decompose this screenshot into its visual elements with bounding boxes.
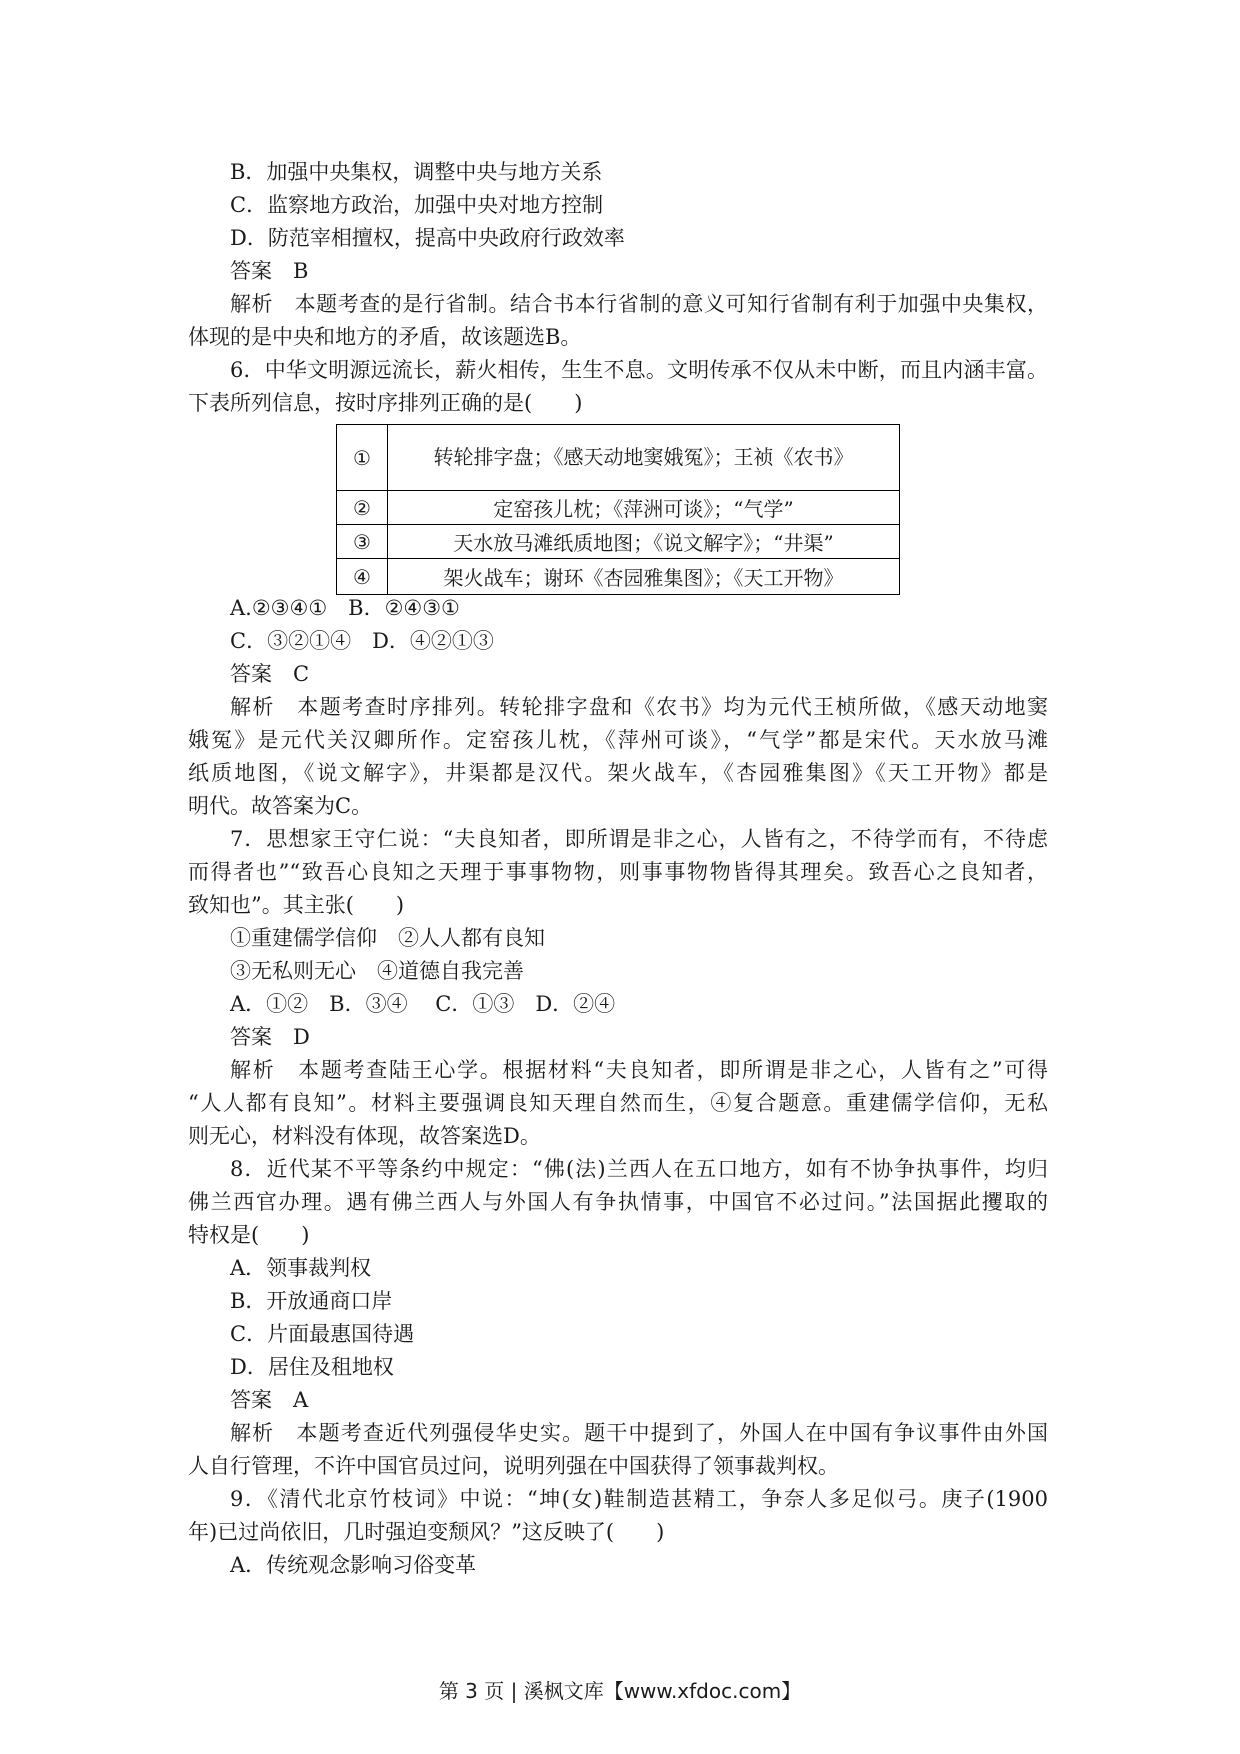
- q6-stem-line: 6．中华文明源远流长，薪火相传，生生不息。文明传承不仅从未中断，而且内涵丰富。: [230, 358, 1048, 382]
- q5-analysis-line: 体现的是中央和地方的矛盾，故该题选B。: [188, 325, 582, 349]
- q7-stem-line: 7．思想家王守仁说：“夫良知者，即所谓是非之心，人皆有之，不待学而有，不待虑: [230, 827, 1048, 851]
- table-cell-content: 天水放马滩纸质地图；《说文解字》；“井渠”: [388, 525, 900, 559]
- q6-info-table: [336, 424, 900, 595]
- q8-stem-line: 8．近代某不平等条约中规定：“佛(法)兰西人在五口地方，如有不协争执事件，均归: [230, 1157, 1048, 1181]
- table-row: [337, 491, 900, 525]
- table-cell-number: ④: [337, 559, 388, 595]
- table-cell-content: 转轮排字盘；《感天动地窦娥冤》；王祯《农书》: [388, 425, 900, 491]
- q8-analysis-line: 解析 本题考查近代列强侵华史实。题干中提到了，外国人在中国有争议事件由外国: [230, 1421, 1048, 1445]
- q8-option-b: B．开放通商口岸: [230, 1289, 393, 1313]
- q7-analysis-line: 则无心，材料没有体现，故答案选D。: [188, 1124, 541, 1148]
- q6-analysis-line: 纸质地图，《说文解字》，井渠都是汉代。架火战车，《杏园雅集图》《天工开物》都是: [188, 761, 1048, 785]
- q9-stem-line: 年)已过尚依旧，几时强迫变颓风？”这反映了( ): [188, 1520, 665, 1544]
- q9-stem-line: 9．《清代北京竹枝词》中说：“坤(女)鞋制造甚精工，争奈人多足似弓。庚子(1900: [230, 1487, 1048, 1511]
- table-row: [337, 559, 900, 595]
- q6-analysis-line: 明代。故答案为C。: [188, 794, 373, 818]
- q7-items-line: ①重建儒学信仰 ②人人都有良知: [230, 926, 545, 950]
- q7-stem-line: 而得者也”“致吾心良知之天理于事事物物，则事事物物皆得其理矣。致吾心之良知者，: [188, 860, 1048, 884]
- q6-stem-line: 下表所列信息，按时序排列正确的是( ): [188, 391, 583, 415]
- table-row: [337, 425, 900, 491]
- q5-option-c: C．监察地方政治，加强中央对地方控制: [230, 193, 604, 217]
- q8-analysis-line: 人自行管理，不许中国官员过问，说明列强在中国获得了领事裁判权。: [188, 1454, 839, 1478]
- q8-answer: 答案 A: [230, 1388, 309, 1412]
- q5-option-b: B．加强中央集权，调整中央与地方关系: [230, 160, 603, 184]
- q8-option-c: C．片面最惠国待遇: [230, 1322, 415, 1346]
- q7-analysis-line: “人人都有良知”。材料主要强调良知天理自然而生，④复合题意。重建儒学信仰，无私: [188, 1091, 1048, 1115]
- q7-analysis-line: 解析 本题考查陆王心学。根据材料“夫良知者，即所谓是非之心，人皆有之”可得: [230, 1058, 1048, 1082]
- q6-analysis-line: 解析 本题考查时序排列。转轮排字盘和《农书》均为元代王桢所做，《感天动地窦: [230, 695, 1048, 719]
- q6-options-line: C．③②①④ D．④②①③: [230, 629, 494, 653]
- table-row: [337, 525, 900, 559]
- q7-stem-line: 致知也”。其主张( ): [188, 893, 405, 917]
- table-cell-content: 架火战车；谢环《杏园雅集图》；《天工开物》: [388, 559, 900, 595]
- table-cell-number: ③: [337, 525, 388, 559]
- q7-answer: 答案 D: [230, 1025, 310, 1049]
- table-cell-number: ②: [337, 491, 388, 525]
- q6-analysis-line: 娥冤》是元代关汉卿所作。定窑孩儿枕，《萍州可谈》，“气学”都是宋代。天水放马滩: [188, 728, 1048, 752]
- q8-option-a: A．领事裁判权: [230, 1256, 372, 1280]
- q6-answer: 答案 C: [230, 662, 310, 686]
- q5-analysis-line: 解析 本题考查的是行省制。结合书本行省制的意义可知行省制有利于加强中央集权，: [230, 292, 1048, 316]
- q8-option-d: D．居住及租地权: [230, 1355, 394, 1379]
- table-cell-number: ①: [337, 425, 388, 491]
- q9-option-a: A．传统观念影响习俗变革: [230, 1553, 477, 1577]
- q8-stem-line: 特权是( ): [188, 1223, 310, 1247]
- q6-options-line: A.②③④① B．②④③①: [230, 596, 460, 620]
- q7-items-line: ③无私则无心 ④道德自我完善: [230, 959, 524, 983]
- q5-option-d: D．防范宰相擅权，提高中央政府行政效率: [230, 226, 625, 250]
- q7-options-line: A．①② B．③④ C．①③ D．②④: [230, 992, 616, 1016]
- q5-answer: 答案 B: [230, 259, 309, 283]
- q8-stem-line: 佛兰西官办理。遇有佛兰西人与外国人有争执情事，中国官不必过问。”法国据此攫取的: [188, 1190, 1048, 1214]
- table-cell-content: 定窑孩儿枕；《萍洲可谈》；“气学”: [388, 491, 900, 525]
- page-footer: 第 3 页 | 溪枫文库【www.xfdoc.com】: [438, 1679, 802, 1703]
